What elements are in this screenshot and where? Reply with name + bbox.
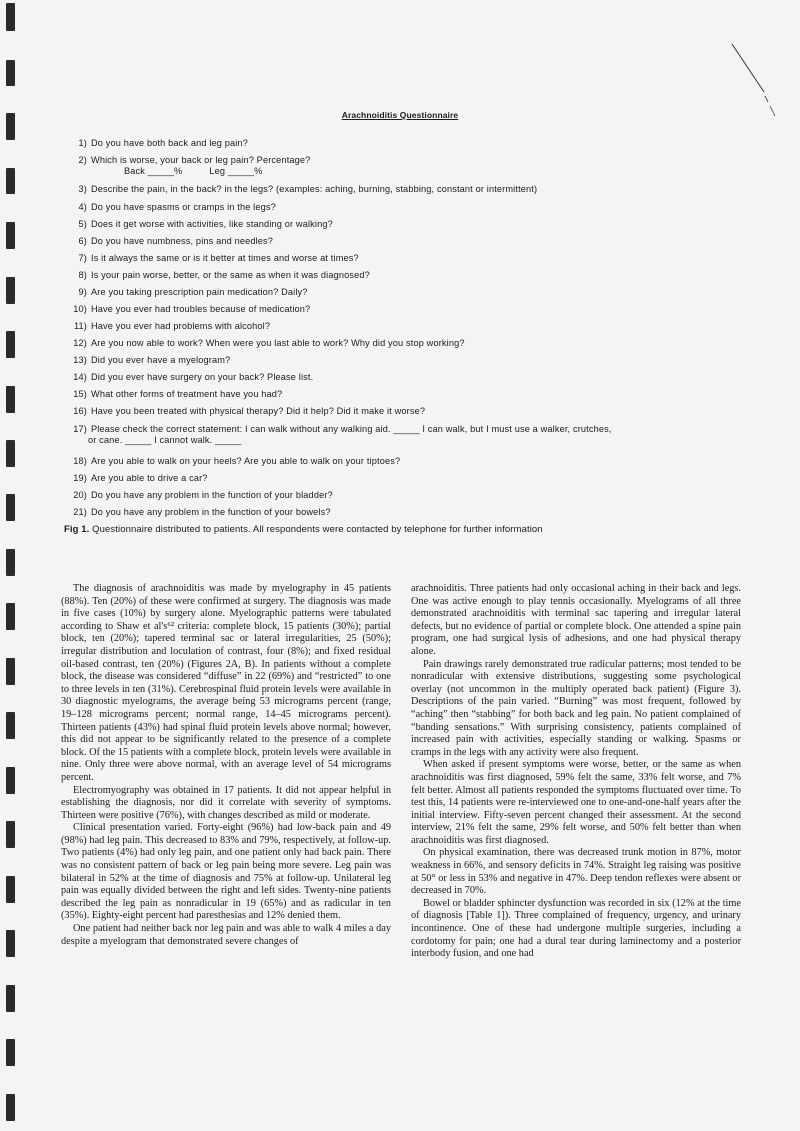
page-title: Arachnoiditis Questionnaire (341, 110, 459, 120)
question-number: 6) (78, 236, 87, 246)
question-number: 2) (78, 155, 87, 165)
binding-holes (0, 0, 22, 1131)
question-item (62, 456, 752, 467)
question-item (62, 473, 752, 484)
paragraph: Electromyography was obtained in 17 patients. It did not appear helpful in establishing the diagnosis, nor did it correlate with severity of symptoms. Thirteen were positive (76%), with changes described as mild or moderate. (61, 784, 391, 821)
question-item (62, 202, 752, 213)
binding-mark (6, 222, 15, 249)
binding-mark (6, 658, 15, 685)
question-item (62, 236, 752, 247)
question-item (62, 389, 752, 400)
question-item (62, 338, 752, 349)
binding-mark (6, 549, 15, 576)
binding-mark (6, 821, 15, 848)
binding-mark (6, 494, 15, 521)
question-text: Have you been treated with physical therapy? Did it help? Did it make it worse? (91, 406, 426, 416)
question-text: Did you ever have a myelogram? (91, 355, 231, 365)
question-number: 1) (78, 138, 87, 148)
question-text: Do you have both back and leg pain? (91, 138, 248, 148)
binding-mark (6, 1039, 15, 1066)
question-item (62, 184, 752, 195)
question-number: 17) (73, 424, 87, 434)
question-number: 9) (78, 287, 87, 297)
question-text: Do you have any problem in the function of your bladder? (91, 490, 333, 500)
binding-mark (6, 60, 15, 86)
binding-mark (6, 985, 15, 1012)
paragraph: The diagnosis of arachnoiditis was made by myelography in 45 patients (88%). Ten (20%) of these were confirmed at surgery. The diagnosis was made in five cases (10%) by surgery alone. Myelographic patterns were tabulated according to Shaw et al's⁶² criteria: complete block, 15 patients (30%); partial block, ten (20%); tapered terminal sac or lateral irregularities, 25 (50%); irregular distribution and loculation of contrast, four (8%); and fixed residual oil-based contrast, ten (20%) (Figures 2A, B). In patients without a complete block, the disease was considered “diffuse” in 22 (69%) and “restricted” to one to three levels in ten (31%). Cerebrospinal fluid protein levels were available in 30 diagnostic myelograms, the average being 53 micrograms percent (range, 19–128 micrograms percent; normal range, 14–45 micrograms percent). Thirteen patients (43%) had spinal fluid protein levels above normal; however, this did not appear to be significantly related to the presence of a complete block. Of the 15 patients with a complete block, protein levels were available in nine. Only three were above normal, with an average level of 54 micrograms percent. (61, 583, 391, 783)
binding-mark (6, 930, 15, 957)
question-text: Do you have spasms or cramps in the legs? (91, 202, 276, 212)
question-number: 10) (73, 304, 87, 314)
question-number: 14) (73, 372, 87, 382)
paragraph: Bowel or bladder sphincter dysfunction was recorded in six (12% at the time of diagnosis [Table 1]). Three complained of frequency, urgency, and urinary incontinence. One of these had undergone multiple surgeries, including a cordotomy for pain; one had a dural tear during laminectomy and a posterior interbody fusion, and one had (411, 897, 741, 960)
question-number: 11) (73, 321, 87, 331)
question-item (62, 507, 752, 518)
paragraph: One patient had neither back nor leg pain and was able to walk 4 miles a day despite a myelogram that demonstrated severe changes of (61, 923, 391, 947)
binding-mark (6, 386, 15, 413)
question-number: 18) (73, 456, 87, 466)
question-number: 7) (78, 253, 87, 263)
question-number: 15) (73, 389, 87, 399)
binding-mark (6, 876, 15, 903)
caption-text: Questionnaire distributed to patients. All respondents were contacted by telephone for further information (92, 524, 543, 535)
body-column-right (411, 583, 741, 961)
question-text: Is your pain worse, better, or the same as when it was diagnosed? (91, 270, 370, 280)
question-text: Which is worse, your back or leg pain? Percentage? (91, 155, 311, 165)
question-item (62, 406, 752, 417)
question-text: Did you ever have surgery on your back? Please list. (91, 372, 314, 382)
binding-mark (6, 603, 15, 630)
binding-mark (6, 440, 15, 467)
question-item (62, 355, 752, 366)
binding-mark (6, 277, 15, 304)
binding-mark (6, 331, 15, 358)
question-number: 12) (73, 338, 87, 348)
question-subtext: or cane. _____ I cannot walk. _____ (88, 435, 242, 445)
question-item (62, 372, 752, 383)
question-item (62, 424, 752, 446)
question-item (62, 304, 752, 315)
binding-mark (6, 3, 15, 31)
paragraph: On physical examination, there was decreased trunk motion in 87%, motor weakness in 66%, and sensory deficits in 74%. Straight leg raising was positive at 50° or less in 53% and negative in 47%. Deep tendon reflexes were absent or decreased in 70%. (411, 847, 741, 897)
binding-mark (6, 712, 15, 739)
question-number: 16) (73, 406, 87, 416)
question-item (62, 270, 752, 281)
body-column-left (61, 583, 391, 948)
question-text: Describe the pain, in the back? in the legs? (examples: aching, burning, stabbing, constant or intermittent) (91, 184, 538, 194)
paragraph: Clinical presentation varied. Forty-eight (96%) had low-back pain and 49 (98%) had leg pain. This decreased to 83% and 79%, respectively, at follow-up. Two patients (4%) had only leg pain, and one patient only had back pain. There was no consistent pattern of back or leg pain being more severe. Leg pain was bilateral in 52% at the time of diagnosis and 75% at follow-up. Unilateral leg pain was equally divided between the right and left sides. Twenty-nine patients described the leg pain as nonradicular in 19 (65%) and as radicular in ten (35%). Eighty-eight percent had paresthesias and 12% denied them. (61, 822, 391, 922)
question-item (62, 219, 752, 230)
figure-caption (64, 524, 764, 535)
caption-label: Fig 1. (64, 524, 90, 535)
question-item (62, 253, 752, 264)
paragraph: Pain drawings rarely demonstrated true radicular patterns; most tended to be nonradicular with extensive distributions, suggesting some psychological overlay (not uncommon in the multiply operated back patient) (Figure 3). Descriptions of the pain varied. “Burning” was most frequent, followed by “aching” then “stabbing” for both back and leg pain. No patient complained of “banding sensations.” With surprising consistency, patients complained of increased pain with activities, especially standing or walking. Spasms or cramps in the legs with any activity were also frequent. (411, 658, 741, 758)
question-item (62, 321, 752, 332)
question-item (62, 155, 752, 177)
question-text: Do you have numbness, pins and needles? (91, 236, 274, 246)
binding-mark (6, 767, 15, 794)
question-item (62, 287, 752, 298)
question-number: 21) (73, 507, 87, 517)
question-text: Does it get worse with activities, like standing or walking? (91, 219, 333, 229)
question-text: Please check the correct statement: I can walk without any walking aid. _____ I can walk, but I must use a walker, crutches, (91, 424, 612, 434)
paragraph: When asked if present symptoms were worse, better, or the same as when arachnoiditis was first diagnosed, 59% felt the same, 33% felt worse, and 7% felt better. Almost all patients responded the symptoms fluctuated over time. To test this, 14 patients were re-interviewed one to one-and-one-half years after the initial interview. Fifty-seven percent changed their assessment. At the second interview, 21% felt the same, 29% felt worse, and 50% felt better than when arachnoiditis was first diagnosed. (411, 759, 741, 846)
question-number: 19) (73, 473, 87, 483)
question-text: Do you have any problem in the function of your bowels? (91, 507, 331, 517)
question-text: Have you ever had troubles because of medication? (91, 304, 311, 314)
pencil-mark (720, 40, 780, 120)
binding-mark (6, 1094, 15, 1121)
question-number: 3) (78, 184, 87, 194)
question-text: Are you able to drive a car? (91, 473, 208, 483)
question-subtext: Back _____% Leg _____% (124, 166, 263, 176)
question-text: Are you able to walk on your heels? Are you able to walk on your tiptoes? (91, 456, 401, 466)
question-text: Are you taking prescription pain medication? Daily? (91, 287, 308, 297)
question-number: 13) (73, 355, 87, 365)
question-number: 8) (78, 270, 87, 280)
question-number: 20) (73, 490, 87, 500)
question-item (62, 490, 752, 501)
question-text: Is it always the same or is it better at times and worse at times? (91, 253, 359, 263)
question-text: Have you ever had problems with alcohol? (91, 321, 271, 331)
question-text: What other forms of treatment have you had? (91, 389, 283, 399)
question-number: 5) (78, 219, 87, 229)
question-text: Are you now able to work? When were you last able to work? Why did you stop working? (91, 338, 465, 348)
question-item (62, 138, 752, 149)
paragraph: arachnoiditis. Three patients had only occasional aching in their back and legs. One was active enough to play tennis occasionally. Myelograms of all three demonstrated arachnoiditis with terminal sac tapering and irregular lateral defects, but no evidence of partial or complete block. One attended a spine pain program, one had surgical lysis of adhesions, and one had physical therapy alone. (411, 583, 741, 657)
binding-mark (6, 168, 15, 194)
question-number: 4) (78, 202, 87, 212)
